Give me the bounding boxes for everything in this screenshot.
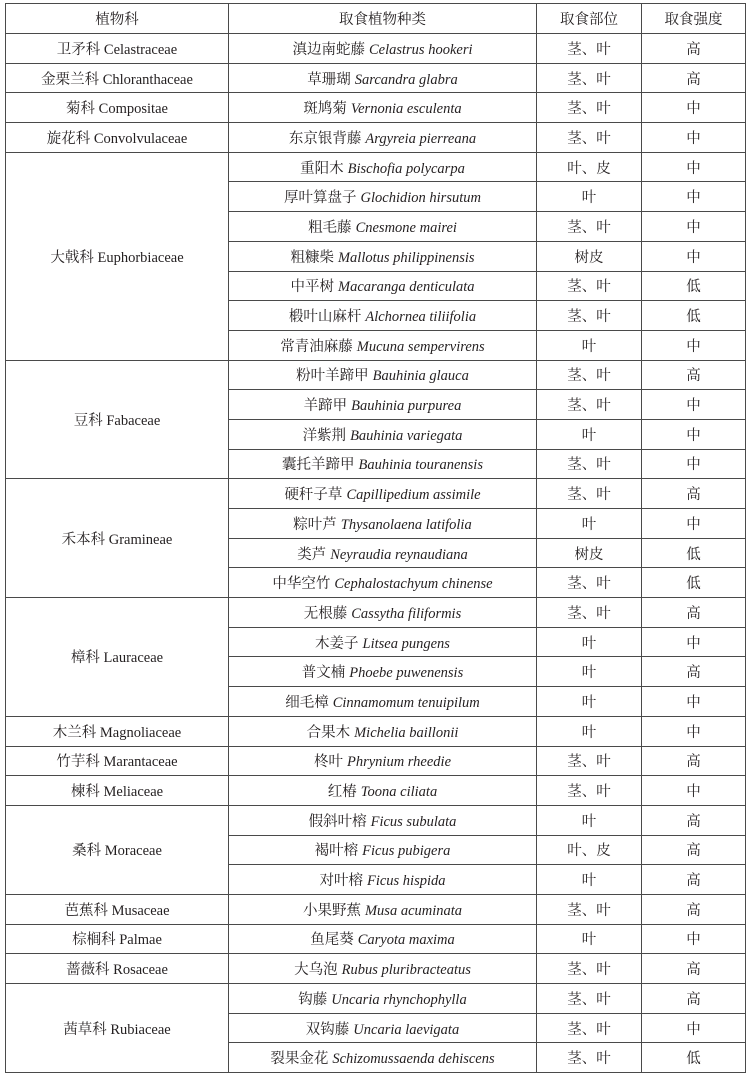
species-chinese-name: 小果野蕉 (302, 902, 361, 919)
species-cell (229, 390, 537, 420)
feeding-part-cell: 茎、叶 (537, 479, 642, 509)
feeding-intensity-cell: 高 (642, 954, 746, 984)
feeding-intensity-cell: 中 (642, 241, 746, 271)
species-cell (229, 479, 537, 509)
species-scientific-name: Glochidion hirsutum (360, 190, 481, 207)
feeding-intensity-cell: 中 (642, 776, 746, 806)
species-chinese-name: 类芦 (297, 546, 327, 563)
species-cell (229, 34, 537, 64)
feeding-part-cell: 茎、叶 (537, 1013, 642, 1043)
species-scientific-name: Cinnamomum tenuipilum (332, 694, 480, 711)
feeding-intensity-cell: 低 (642, 538, 746, 568)
table-row (6, 598, 746, 628)
table-row (6, 716, 746, 746)
species-scientific-name: Bauhinia touranensis (358, 457, 483, 474)
feeding-intensity-cell: 高 (642, 598, 746, 628)
species-cell (229, 865, 537, 895)
species-chinese-name: 柊叶 (313, 754, 343, 771)
species-scientific-name: Argyreia pierreana (365, 130, 477, 147)
family-cell: 卫矛科 Celastraceae (6, 34, 229, 64)
species-cell (229, 598, 537, 628)
feeding-intensity-cell: 高 (642, 805, 746, 835)
feeding-intensity-cell: 高 (642, 34, 746, 64)
species-scientific-name: Vernonia esculenta (350, 101, 462, 118)
species-cell (229, 152, 537, 182)
species-chinese-name: 木姜子 (315, 635, 359, 652)
table-row (6, 776, 746, 806)
family-cell: 菊科 Compositae (6, 93, 229, 123)
feeding-part-cell: 树皮 (537, 241, 642, 271)
species-chinese-name: 滇边南蛇藤 (292, 41, 365, 58)
table-row (6, 746, 746, 776)
species-chinese-name: 粗糠柴 (290, 249, 334, 266)
species-chinese-name: 粉叶羊蹄甲 (296, 368, 369, 385)
feeding-part-cell: 茎、叶 (537, 449, 642, 479)
family-cell: 旋花科 Convolvulaceae (6, 123, 229, 153)
species-scientific-name: Capillipedium assimile (346, 487, 481, 504)
family-cell: 竹芋科 Marantaceae (6, 746, 229, 776)
species-cell (229, 924, 537, 954)
table-row (6, 924, 746, 954)
feeding-part-cell: 叶 (537, 805, 642, 835)
species-chinese-name: 合果木 (306, 724, 351, 741)
feeding-part-cell: 叶 (537, 716, 642, 746)
feeding-intensity-cell: 中 (642, 716, 746, 746)
species-scientific-name: Neyraudia reynaudiana (330, 546, 468, 563)
species-chinese-name: 硬秆子草 (284, 487, 343, 504)
species-scientific-name: Bauhinia variegata (350, 427, 463, 444)
header-intensity: 取食强度 (642, 4, 746, 34)
species-cell (229, 954, 537, 984)
feeding-part-cell: 叶 (537, 924, 642, 954)
feeding-intensity-cell: 中 (642, 419, 746, 449)
species-cell (229, 449, 537, 479)
feeding-part-cell: 茎、叶 (537, 271, 642, 301)
feeding-part-cell: 茎、叶 (537, 568, 642, 598)
feeding-intensity-cell: 中 (642, 123, 746, 153)
species-scientific-name: Litsea pungens (362, 635, 450, 652)
feeding-intensity-cell: 低 (642, 271, 746, 301)
feeding-intensity-cell: 中 (642, 924, 746, 954)
table-row (6, 805, 746, 835)
species-scientific-name: Cnesmone mairei (355, 219, 457, 236)
feeding-intensity-cell: 高 (642, 63, 746, 93)
table-row (6, 152, 746, 182)
table-row (6, 63, 746, 93)
feeding-part-cell: 叶 (537, 657, 642, 687)
species-cell (229, 330, 537, 360)
feeding-intensity-cell: 中 (642, 182, 746, 212)
species-chinese-name: 裂果金花 (270, 1051, 329, 1068)
feeding-intensity-cell: 中 (642, 1013, 746, 1043)
species-cell (229, 568, 537, 598)
species-cell (229, 538, 537, 568)
feeding-intensity-cell: 中 (642, 509, 746, 539)
species-scientific-name: Musa acuminata (364, 902, 463, 919)
species-cell (229, 716, 537, 746)
species-scientific-name: Bischofia polycarpa (347, 160, 465, 177)
feeding-part-cell: 茎、叶 (537, 776, 642, 806)
species-cell (229, 301, 537, 331)
species-scientific-name: Mallotus philippinensis (337, 249, 475, 266)
feeding-intensity-cell: 高 (642, 835, 746, 865)
species-scientific-name: Toona ciliata (360, 784, 438, 801)
species-cell (229, 746, 537, 776)
species-chinese-name: 中平树 (290, 279, 334, 296)
species-scientific-name: Alchornea tiliifolia (365, 309, 477, 326)
feeding-part-cell: 叶 (537, 509, 642, 539)
feeding-part-cell: 茎、叶 (537, 93, 642, 123)
feeding-part-cell: 茎、叶 (537, 894, 642, 924)
species-cell (229, 419, 537, 449)
species-chinese-name: 草珊瑚 (307, 71, 351, 88)
species-scientific-name: Ficus pubigera (362, 843, 451, 860)
feeding-intensity-cell: 高 (642, 479, 746, 509)
species-scientific-name: Rubus pluribracteatus (341, 962, 471, 979)
species-scientific-name: Phrynium rheedie (346, 754, 452, 771)
feeding-intensity-cell: 高 (642, 984, 746, 1014)
species-scientific-name: Ficus hispida (366, 873, 446, 890)
species-cell (229, 360, 537, 390)
feeding-intensity-cell: 高 (642, 360, 746, 390)
feeding-part-cell: 茎、叶 (537, 954, 642, 984)
species-chinese-name: 常青油麻藤 (280, 338, 353, 355)
feeding-intensity-cell: 中 (642, 152, 746, 182)
feeding-part-cell: 叶 (537, 865, 642, 895)
species-cell (229, 687, 537, 717)
family-cell: 樟科 Lauraceae (6, 598, 229, 717)
table-row (6, 93, 746, 123)
feeding-part-cell: 叶、皮 (537, 835, 642, 865)
table-row (6, 360, 746, 390)
species-scientific-name: Celastrus hookeri (368, 41, 473, 58)
species-chinese-name: 斑鸠菊 (303, 101, 347, 118)
table-row (6, 984, 746, 1014)
family-cell: 桑科 Moraceae (6, 805, 229, 894)
feeding-part-cell: 茎、叶 (537, 360, 642, 390)
species-scientific-name: Uncaria laevigata (353, 1021, 460, 1038)
family-cell: 楝科 Meliaceae (6, 776, 229, 806)
feeding-intensity-cell: 中 (642, 627, 746, 657)
family-cell: 豆科 Fabaceae (6, 360, 229, 479)
species-scientific-name: Phoebe puwenensis (349, 665, 464, 682)
species-cell (229, 63, 537, 93)
species-cell (229, 1043, 537, 1073)
feeding-part-cell: 叶、皮 (537, 152, 642, 182)
family-cell: 大戟科 Euphorbiaceae (6, 152, 229, 360)
feeding-part-cell: 茎、叶 (537, 212, 642, 242)
species-chinese-name: 重阳木 (300, 160, 344, 177)
family-cell: 金栗兰科 Chloranthaceae (6, 63, 229, 93)
food-plant-table (5, 3, 746, 1073)
family-cell: 茜草科 Rubiaceae (6, 984, 229, 1073)
feeding-part-cell: 茎、叶 (537, 984, 642, 1014)
species-scientific-name: Bauhinia glauca (372, 368, 469, 385)
feeding-intensity-cell: 中 (642, 93, 746, 123)
species-cell (229, 241, 537, 271)
header-species: 取食植物种类 (229, 4, 537, 34)
species-scientific-name: Uncaria rhynchophylla (331, 991, 467, 1008)
species-chinese-name: 细毛樟 (285, 694, 329, 711)
species-scientific-name: Bauhinia purpurea (351, 398, 462, 415)
species-scientific-name: Michelia baillonii (354, 724, 459, 741)
table-row (6, 479, 746, 509)
species-chinese-name: 大乌泡 (294, 962, 338, 979)
family-cell: 木兰科 Magnoliaceae (6, 716, 229, 746)
family-cell: 棕榈科 Palmae (6, 924, 229, 954)
species-cell (229, 509, 537, 539)
table-row (6, 34, 746, 64)
feeding-part-cell: 茎、叶 (537, 123, 642, 153)
table-body (6, 34, 746, 1073)
feeding-intensity-cell: 中 (642, 449, 746, 479)
feeding-intensity-cell: 高 (642, 657, 746, 687)
species-cell (229, 93, 537, 123)
feeding-part-cell: 茎、叶 (537, 63, 642, 93)
species-scientific-name: Sarcandra glabra (354, 71, 458, 88)
species-scientific-name: Mucuna sempervirens (356, 338, 485, 355)
species-scientific-name: Macaranga denticulata (337, 279, 475, 296)
species-scientific-name: Cassytha filiformis (351, 605, 462, 622)
species-chinese-name: 红椿 (327, 784, 357, 801)
header-family: 植物科 (6, 4, 229, 34)
feeding-intensity-cell: 中 (642, 212, 746, 242)
feeding-part-cell: 叶 (537, 182, 642, 212)
feeding-intensity-cell: 低 (642, 568, 746, 598)
table-row (6, 894, 746, 924)
family-cell: 芭蕉科 Musaceae (6, 894, 229, 924)
species-cell (229, 805, 537, 835)
header-part: 取食部位 (537, 4, 642, 34)
species-chinese-name: 羊蹄甲 (303, 398, 348, 415)
species-chinese-name: 无根藤 (303, 605, 348, 622)
species-chinese-name: 中华空竹 (272, 576, 331, 593)
species-scientific-name: Thysanolaena latifolia (340, 516, 472, 533)
table-row (6, 123, 746, 153)
feeding-intensity-cell: 低 (642, 301, 746, 331)
species-scientific-name: Ficus subulata (370, 813, 457, 830)
species-cell (229, 123, 537, 153)
table-row (6, 954, 746, 984)
species-scientific-name: Schizomussaenda dehiscens (332, 1051, 495, 1068)
species-chinese-name: 双钩藤 (305, 1021, 350, 1038)
species-chinese-name: 普文楠 (301, 665, 346, 682)
species-chinese-name: 东京银背藤 (288, 130, 362, 147)
species-chinese-name: 钩藤 (298, 991, 328, 1008)
feeding-intensity-cell: 低 (642, 1043, 746, 1073)
species-chinese-name: 囊托羊蹄甲 (282, 457, 355, 474)
species-cell (229, 182, 537, 212)
species-cell (229, 894, 537, 924)
family-cell: 蔷薇科 Rosaceae (6, 954, 229, 984)
feeding-intensity-cell: 高 (642, 865, 746, 895)
species-chinese-name: 椴叶山麻杆 (288, 309, 362, 326)
species-chinese-name: 鱼尾葵 (310, 932, 354, 949)
species-chinese-name: 假斜叶榕 (308, 813, 367, 830)
species-scientific-name: Caryota maxima (357, 932, 455, 949)
species-cell (229, 657, 537, 687)
feeding-part-cell: 茎、叶 (537, 598, 642, 628)
family-cell: 禾本科 Gramineae (6, 479, 229, 598)
species-cell (229, 212, 537, 242)
feeding-intensity-cell: 中 (642, 390, 746, 420)
species-cell (229, 776, 537, 806)
species-cell (229, 984, 537, 1014)
species-scientific-name: Cephalostachyum chinense (334, 576, 493, 593)
species-cell (229, 627, 537, 657)
feeding-intensity-cell: 高 (642, 746, 746, 776)
species-cell (229, 835, 537, 865)
feeding-intensity-cell: 中 (642, 687, 746, 717)
feeding-part-cell: 叶 (537, 687, 642, 717)
feeding-part-cell: 茎、叶 (537, 301, 642, 331)
feeding-part-cell: 树皮 (537, 538, 642, 568)
feeding-part-cell: 叶 (537, 330, 642, 360)
feeding-intensity-cell: 中 (642, 330, 746, 360)
species-chinese-name: 对叶榕 (319, 873, 363, 890)
feeding-part-cell: 叶 (537, 627, 642, 657)
species-chinese-name: 粗毛藤 (308, 219, 352, 236)
feeding-intensity-cell: 高 (642, 894, 746, 924)
feeding-part-cell: 茎、叶 (537, 746, 642, 776)
species-cell (229, 271, 537, 301)
feeding-part-cell: 茎、叶 (537, 390, 642, 420)
species-chinese-name: 厚叶算盘子 (284, 190, 357, 207)
species-chinese-name: 粽叶芦 (293, 516, 337, 533)
feeding-part-cell: 叶 (537, 419, 642, 449)
feeding-part-cell: 茎、叶 (537, 34, 642, 64)
feeding-part-cell: 茎、叶 (537, 1043, 642, 1073)
species-chinese-name: 洋紫荆 (302, 427, 347, 444)
species-cell (229, 1013, 537, 1043)
header-row (6, 4, 746, 34)
species-chinese-name: 褐叶榕 (314, 843, 359, 860)
